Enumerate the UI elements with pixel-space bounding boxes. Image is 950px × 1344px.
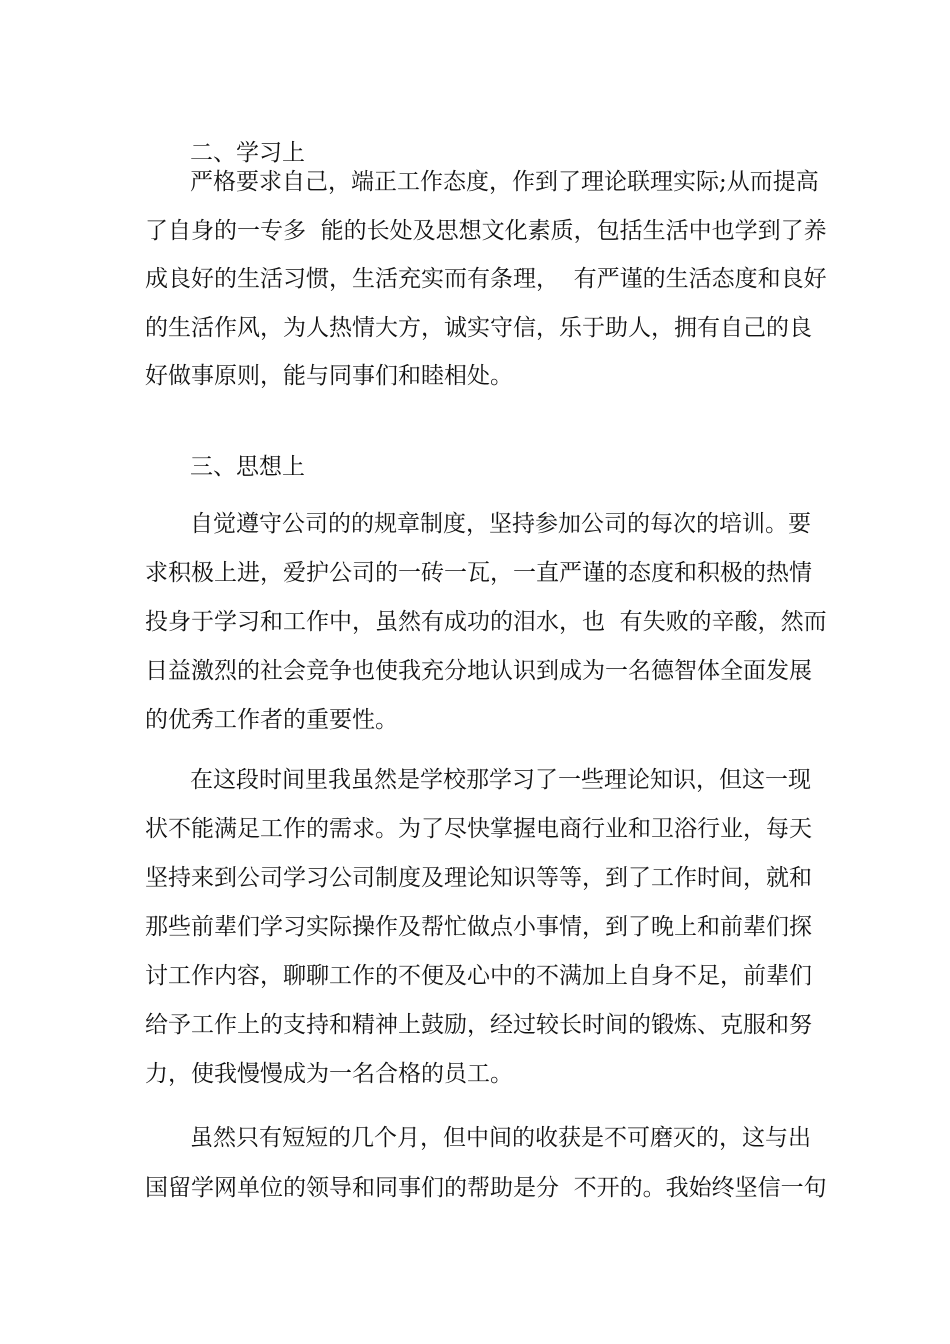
- paragraph-line: 的优秀工作者的重要性。: [145, 707, 398, 733]
- paragraph-line: 虽然只有短短的几个月，但中间的收获是不可磨灭的，这与出: [190, 1125, 811, 1151]
- paragraph-line: 坚持来到公司学习公司制度及理论知识等等，到了工作时间，就和: [145, 865, 812, 891]
- paragraph-line: 那些前辈们学习实际操作及帮忙做点小事情，到了晚上和前辈们探: [145, 914, 812, 940]
- paragraph-line: 好做事原则，能与同事们和睦相处。: [145, 363, 513, 389]
- paragraph-line: 的生活作风，为人热情大方，诚实守信，乐于助人，拥有自己的良: [145, 315, 812, 341]
- paragraph-line: 成良好的生活习惯，生活充实而有条理， 有严谨的生活态度和良好: [145, 266, 827, 292]
- paragraph-line: 求积极上进，爱护公司的一砖一瓦，一直严谨的态度和积极的热情: [145, 560, 812, 586]
- paragraph-line: 严格要求自己，端正工作态度，作到了理论联理实际;从而提高: [190, 169, 819, 195]
- paragraph-line: 投身于学习和工作中，虽然有成功的泪水，也 有失败的辛酸，然而: [145, 609, 827, 635]
- section-heading-study: 二、学习上: [190, 140, 305, 166]
- paragraph-line: 国留学网单位的领导和同事们的帮助是分 不开的。我始终坚信一句: [145, 1175, 827, 1201]
- paragraph-line: 了自身的一专多 能的长处及思想文化素质，包括生活中也学到了养: [145, 218, 827, 244]
- paragraph-line: 给予工作上的支持和精神上鼓励，经过较长时间的锻炼、克服和努: [145, 1012, 812, 1038]
- paragraph-line: 日益激烈的社会竞争也使我充分地认识到成为一名德智体全面发展: [145, 658, 812, 684]
- paragraph-line: 自觉遵守公司的的规章制度，坚持参加公司的每次的培训。要: [190, 511, 811, 537]
- paragraph-line: 讨工作内容，聊聊工作的不便及心中的不满加上自身不足，前辈们: [145, 963, 812, 989]
- section-heading-thought: 三、思想上: [190, 454, 305, 480]
- paragraph-line: 状不能满足工作的需求。为了尽快掌握电商行业和卫浴行业，每天: [145, 816, 812, 842]
- paragraph-line: 在这段时间里我虽然是学校那学习了一些理论知识，但这一现: [190, 767, 811, 793]
- paragraph-line: 力，使我慢慢成为一名合格的员工。: [145, 1061, 513, 1087]
